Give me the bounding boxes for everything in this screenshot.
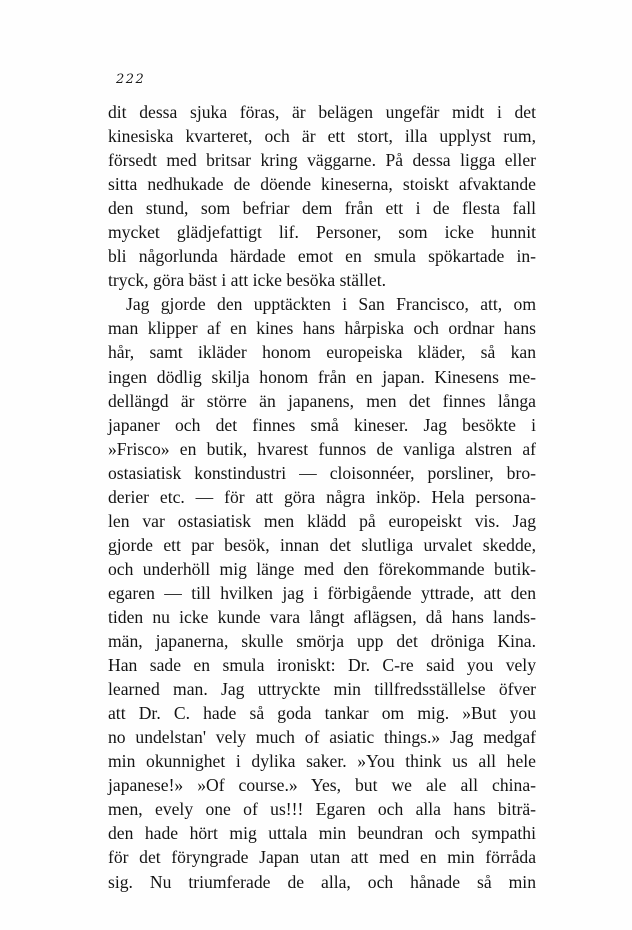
page-number: 222 [116,72,146,87]
text-line: ingen dödlig skilja honom från en japan. Kinesens me- [108,366,536,387]
text-line: gjorde ett par besök, innan det slutliga urvalet skedde, [108,534,536,555]
text-line: för det föryngrade Japan utan att med en min förråda [108,847,536,868]
text-line: man klipper af en kines hans hårpiska och ordnar hans [108,318,536,339]
text-line: dellängd är större än japanens, men det finnes långa [108,390,536,411]
text-line: japaner och det finnes små kineser. Jag besökte i [108,414,536,435]
paragraph-start-line: Jag gjorde den upptäckten i San Francisco, att, om [126,294,536,315]
text-line: learned man. Jag uttryckte min tillfredsställelse öfver [108,679,536,700]
text-line: tiden nu icke kunde vara långt aflägsen, då hans lands- [108,606,536,627]
text-line: men, evely one of us!!! Egaren och alla hans biträ- [108,799,536,820]
text-line: försedt med britsar kring väggarne. På dessa ligga eller [108,150,536,171]
text-line: den stund, som befriar dem från ett i de flesta fall [108,198,536,219]
text-line: och underhöll mig länge med den förekommande butik- [108,558,536,579]
text-line: mycket glädjefattigt lif. Personer, som icke hunnit [108,222,536,243]
text-line: japanese!» »Of course.» Yes, but we ale all china- [108,775,536,796]
text-line: sig. Nu triumferade de alla, och hånade så min [108,871,536,892]
text-line: sitta nedhukade de döende kineserna, stoiskt afvaktande [108,174,536,195]
text-line: min okunnighet i dylika saker. »You think us all hele [108,751,536,772]
text-line: derier etc. — för att göra några inköp. Hela persona- [108,486,536,507]
text-line: att Dr. C. hade så goda tankar om mig. »But you [108,703,536,724]
text-line: kinesiska kvarteret, och är ett stort, illa upplyst rum, [108,126,536,147]
text-line: no undelstan' vely much of asiatic things.» Jag medgaf [108,727,536,748]
text-line: egaren — till hvilken jag i förbigående yttrade, att den [108,582,536,603]
text-line: hår, samt ikläder honom europeiska kläder, så kan [108,342,536,363]
text-line: ostasiatisk konstindustri — cloisonnéer, porsliner, bro- [108,462,536,483]
text-line: den hade hört mig uttala min beundran och sympathi [108,823,536,844]
text-line: Han sade en smula ironiskt: Dr. C-re said you vely [108,655,536,676]
text-line: dit dessa sjuka föras, är belägen ungefär midt i det [108,102,536,122]
text-line: »Frisco» en butik, hvarest funnos de vanliga alstren af [108,438,536,459]
text-line: män, japanerna, skulle smörja upp det dröniga Kina. [108,631,536,652]
text-line: bli någorlunda härdade emot en smula spökartade in- [108,246,536,267]
body-text [108,100,536,894]
text-line: len var ostasiatisk men klädd på europeiskt vis. Jag [108,510,536,531]
paragraph-end-line: tryck, göra bäst i att icke besöka stället. [108,270,386,291]
